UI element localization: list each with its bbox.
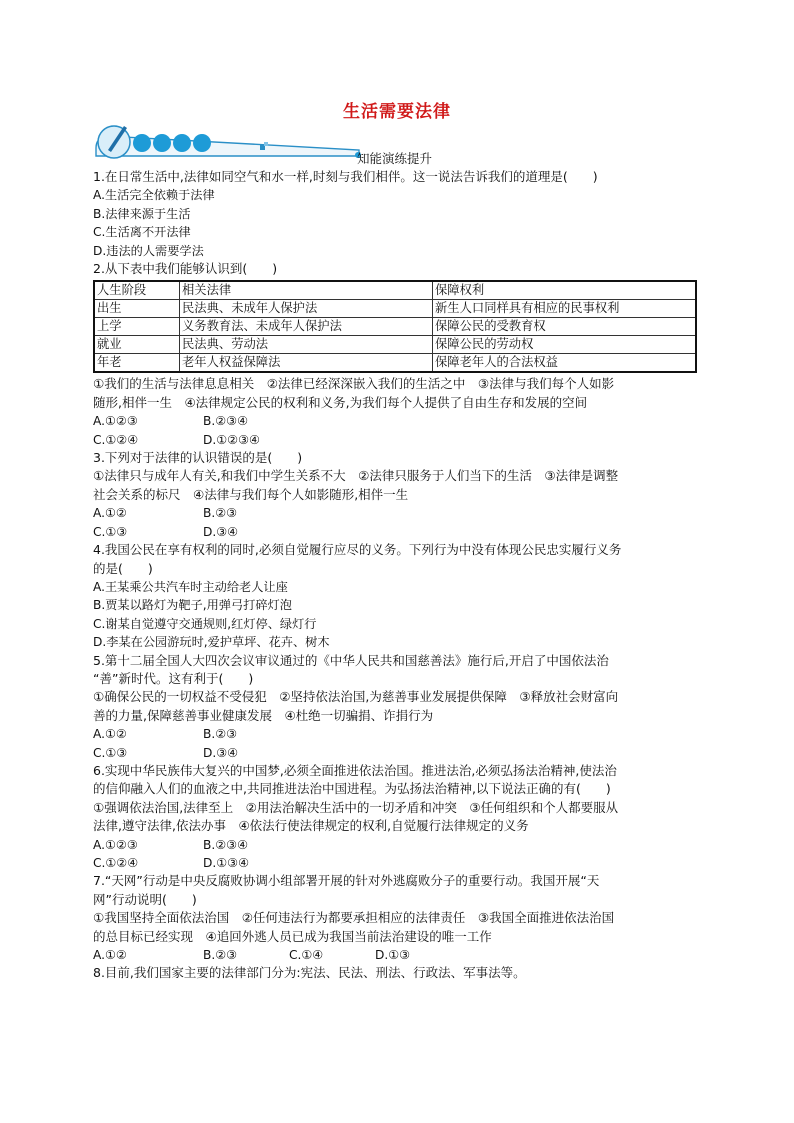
question-5 xyxy=(93,652,697,762)
option-a: A.①② xyxy=(93,727,127,742)
question-1 xyxy=(93,168,697,260)
option-row xyxy=(93,504,697,522)
statement-line: ①确保公民的一切权益不受侵犯 ②坚持依法治国,为慈善事业发展提供保障 ③释放社会财富向 xyxy=(93,689,619,705)
option-b: B.②③ xyxy=(203,727,238,742)
option-b: B.②③④ xyxy=(203,414,249,429)
option-d: D.③④ xyxy=(203,745,239,760)
statement-line: 社会关系的标尺 ④法律与我们每个人如影随形,相伴一生 xyxy=(93,486,409,502)
option-d: D.李某在公园游玩时,爱护草坪、花卉、树木 xyxy=(93,635,330,650)
option-c: C.①②④ xyxy=(93,856,139,870)
table-cell: 义务教育法、未成年人保护法 xyxy=(180,318,433,336)
option-row xyxy=(93,431,697,449)
table-row xyxy=(94,336,696,354)
table-row xyxy=(94,300,696,318)
question-list xyxy=(93,168,697,983)
option-c: C.①④ xyxy=(289,948,324,963)
option-a: A.生活完全依赖于法律 xyxy=(93,188,215,203)
statement-line: ①法律只与成年人有关,和我们中学生关系不大 ②法律只服务于人们当下的生活 ③法律是调整 xyxy=(93,468,619,484)
option-b: B.②③ xyxy=(203,506,238,521)
question-2 xyxy=(93,260,697,449)
option-d: D.违法的人需要学法 xyxy=(93,243,204,258)
option-b: B.②③ xyxy=(203,948,238,963)
banner-dot-4 xyxy=(193,134,211,152)
question-stem: 3.下列对于法律的认识错误的是( ) xyxy=(93,450,303,466)
table-cell: 年老 xyxy=(94,354,180,373)
option-a: A.①②③ xyxy=(93,837,138,852)
table-cell: 新生人口同样具有相应的民事权利 xyxy=(433,300,697,318)
statement-line: 法律,遵守法律,依法办事 ④依法行使法律规定的权利,自觉履行法律规定的义务 xyxy=(93,818,529,834)
table-cell: 出生 xyxy=(94,300,180,318)
question-stem: 4.我国公民在享有权利的同时,必须自觉履行应尽的义务。下列行为中没有体现公民忠实履行义务 xyxy=(93,542,622,558)
question-stem: 5.第十二届全国人大四次会议审议通过的《中华人民共和国慈善法》施行后,开启了中国依法治 xyxy=(93,652,609,668)
page-title: 生活需要法律 xyxy=(343,102,451,122)
option-c: C.①③ xyxy=(93,524,128,539)
question-stem: 的信仰融入人们的血液之中,共同推进法治中国进程。为弘扬法治精神,以下说法正确的有( ) xyxy=(93,781,611,797)
table-cell: 保障公民的劳动权 xyxy=(433,336,697,354)
option-d: D.①③ xyxy=(375,948,411,963)
option-row xyxy=(93,854,697,872)
question-6 xyxy=(93,762,697,872)
statement-line: ①我们的生活与法律息息相关 ②法律已经深深嵌入我们的生活之中 ③法律与我们每个人如影 xyxy=(93,376,615,392)
option-row xyxy=(93,946,697,964)
rights-table xyxy=(93,280,697,373)
question-stem: 的是( ) xyxy=(93,560,153,576)
option-d: D.③④ xyxy=(203,524,239,539)
table-cell: 保障公民的受教育权 xyxy=(433,318,697,336)
table-cell: 就业 xyxy=(94,336,180,354)
question-8 xyxy=(93,964,697,982)
table-header-cell: 相关法律 xyxy=(180,281,433,300)
statement-line: 善的力量,保障慈善事业健康发展 ④杜绝一切骗捐、诈捐行为 xyxy=(93,707,434,723)
option-a: A.王某乘公共汽车时主动给老人让座 xyxy=(93,579,288,594)
option-b: B.法律来源于生活 xyxy=(93,206,191,221)
option-d: D.①③④ xyxy=(203,856,250,870)
statement-line: ①我国坚持全面依法治国 ②任何违法行为都要承担相应的法律责任 ③我国全面推进依法治国 xyxy=(93,910,615,926)
question-stem: 网”行动说明( ) xyxy=(93,891,197,907)
option-row xyxy=(93,725,697,743)
question-stem: 1.在日常生活中,法律如同空气和水一样,时刻与我们相伴。这一说法告诉我们的道理是( ) xyxy=(93,169,598,184)
question-stem: 8.目前,我们国家主要的法律部门分为:宪法、民法、刑法、行政法、军事法等。 xyxy=(93,965,526,981)
option-row xyxy=(93,523,697,541)
banner-dot-2 xyxy=(153,134,171,152)
table-cell: 民法典、未成年人保护法 xyxy=(180,300,433,318)
option-a: A.①② xyxy=(93,506,127,521)
question-3 xyxy=(93,449,697,541)
table-row xyxy=(94,354,696,373)
question-stem: 7.“天网”行动是中央反腐败协调小组部署开展的针对外逃腐败分子的重要行动。我国开展“天 xyxy=(93,873,600,889)
question-4 xyxy=(93,541,697,651)
section-label: 知能演练提升 xyxy=(357,151,433,166)
question-stem: 2.从下表中我们能够认识到( ) xyxy=(93,261,278,277)
table-header-cell: 保障权利 xyxy=(433,281,697,300)
option-b: B.贾某以路灯为靶子,用弹弓打碎灯泡 xyxy=(93,598,292,613)
question-stem: “善”新时代。这有利于( ) xyxy=(93,670,254,686)
table-row xyxy=(94,318,696,336)
statement-line: 随形,相伴一生 ④法律规定公民的权利和义务,为我们每个人提供了自由生存和发展的空间 xyxy=(93,394,588,410)
option-a: A.①② xyxy=(93,948,127,963)
option-row xyxy=(93,744,697,762)
option-c: C.生活离不开法律 xyxy=(93,225,191,240)
statement-line: ①强调依法治国,法律至上 ②用法治解决生活中的一切矛盾和冲突 ③任何组织和个人都要服从 xyxy=(93,799,619,815)
question-7 xyxy=(93,872,697,964)
option-row xyxy=(93,836,697,854)
option-c: C.①③ xyxy=(93,745,128,760)
banner-square-2 xyxy=(264,142,268,146)
option-b: B.②③④ xyxy=(203,837,249,852)
table-cell: 民法典、劳动法 xyxy=(180,336,433,354)
statement-line: 的总目标已经实现 ④追回外逃人员已成为我国当前法治建设的唯一工作 xyxy=(93,928,492,944)
option-d: D.①②③④ xyxy=(203,432,260,447)
table-cell: 保障老年人的合法权益 xyxy=(433,354,697,373)
table-header-cell: 人生阶段 xyxy=(94,281,180,300)
option-a: A.①②③ xyxy=(93,414,138,429)
banner-dot-1 xyxy=(133,134,151,152)
table-header-row xyxy=(94,281,696,300)
section-banner-decoration xyxy=(94,118,366,166)
option-row xyxy=(93,412,697,430)
option-c: C.谢某自觉遵守交通规则,红灯停、绿灯行 xyxy=(93,616,317,631)
table-cell: 上学 xyxy=(94,318,180,336)
table-cell: 老年人权益保障法 xyxy=(180,354,433,373)
banner-dot-3 xyxy=(173,134,191,152)
question-stem: 6.实现中华民族伟大复兴的中国梦,必须全面推进依法治国。推进法治,必须弘扬法治精神,使法治 xyxy=(93,762,617,778)
option-c: C.①②④ xyxy=(93,432,139,447)
